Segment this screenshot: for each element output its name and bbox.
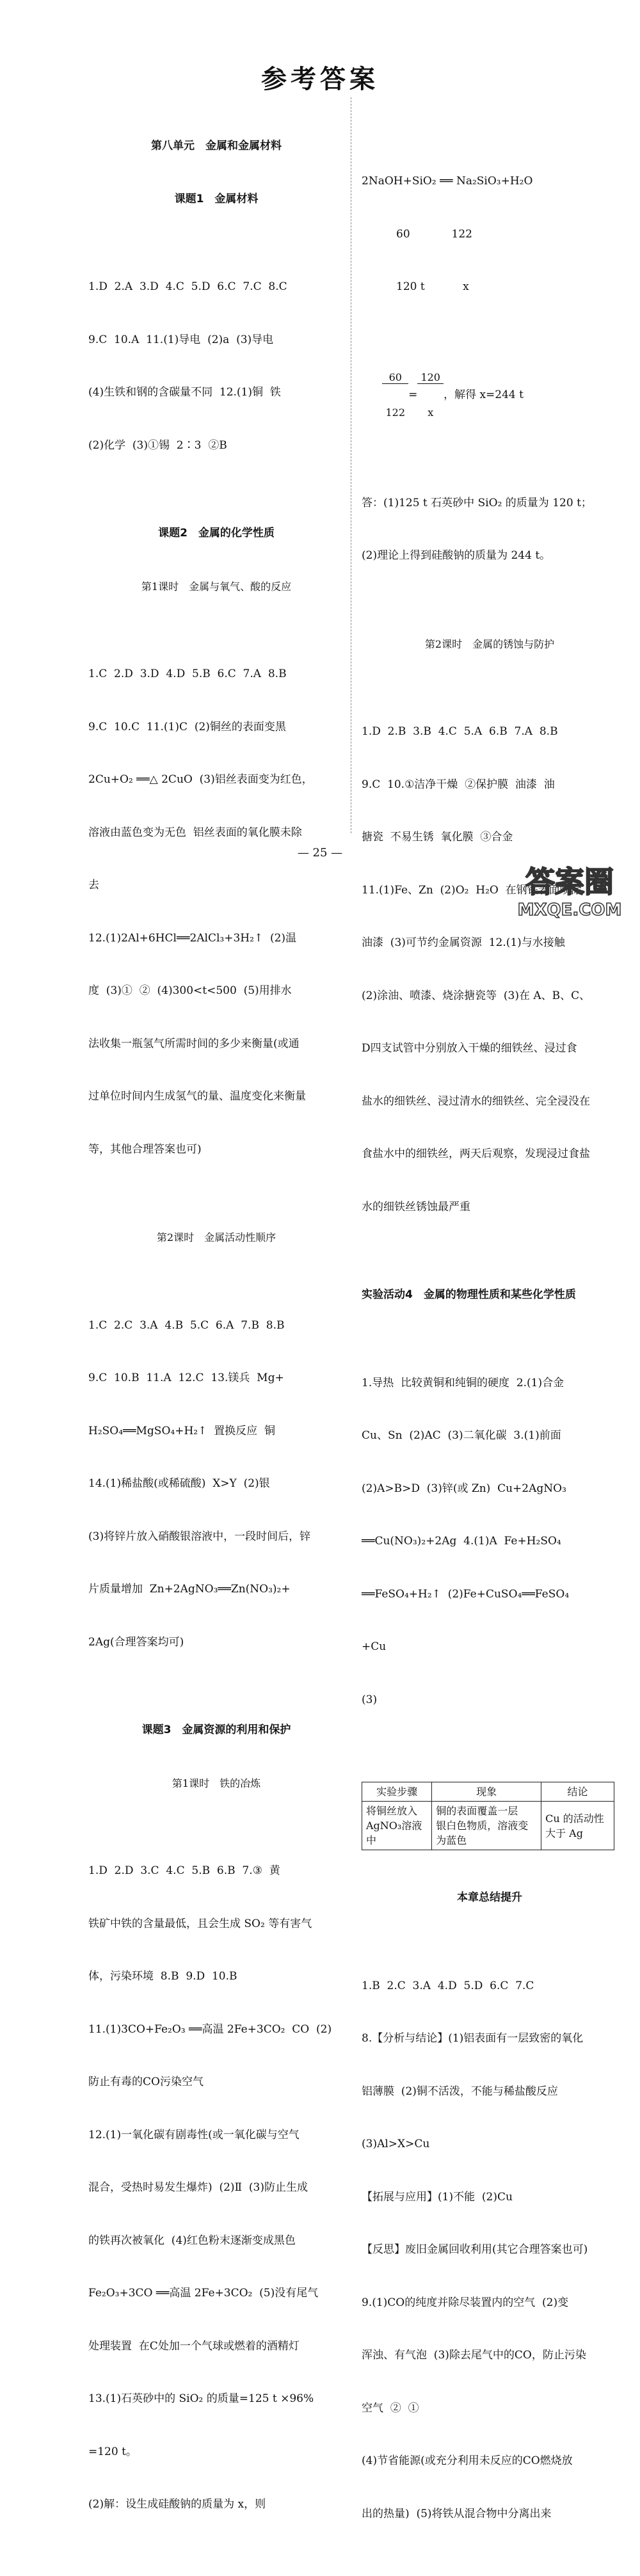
answer-line: 1.B 2.C 3.A 4.D 5.D 6.C 7.C xyxy=(362,1979,534,1992)
fraction xyxy=(382,349,408,442)
answer-line: (2)涂油、喷漆、烧涂搪瓷等 (3)在 A、B、C、 xyxy=(362,989,591,1002)
answer-line: 1.D 2.B 3.B 4.C 5.A 6.B 7.A 8.B xyxy=(362,725,558,738)
lesson2-period1-title: 第1课时 金属与氧气、酸的反应 xyxy=(141,580,292,593)
answer-line: 等，其他合理答案也可) xyxy=(88,1142,202,1156)
right-column xyxy=(362,102,618,2576)
table-cell: 铜的表面覆盖一层 银白色物质，溶液变 为蓝色 xyxy=(432,1802,541,1850)
answer-line: 铝薄膜 (2)铜不活泼，不能与稀盐酸反应 xyxy=(362,2084,558,2098)
answer-line: 1.D 2.A 3.D 4.C 5.D 6.C 7.C 8.C xyxy=(88,280,287,293)
answer-line: 食盐水中的细铁丝，两天后观察，发现浸过食盐 xyxy=(362,1148,590,1160)
answer-line: 【反思】废旧金属回收利用(其它合理答案也可) xyxy=(362,2243,588,2256)
answer-line: 9.C 10.C 11.(1)C (2)铜丝的表面变黑 xyxy=(88,720,286,733)
lesson3-period2-title: 第2课时 金属的锈蚀与防护 xyxy=(424,637,555,650)
answer-line: H₂SO₄══MgSO₄+H₂↑ 置换反应 铜 xyxy=(88,1424,275,1437)
lesson3-period1-answers xyxy=(88,1827,344,2549)
answer-line: D四支试管中分别放入干燥的细铁丝、浸过食 xyxy=(362,1042,577,1055)
answer-line: 度 (3)① ② (4)300<t<500 (5)用排水 xyxy=(88,984,292,997)
answer-line: 的铁再次被氧化 (4)红色粉末逐渐变成黑色 xyxy=(88,2234,296,2247)
fraction-denominator: 122 xyxy=(385,406,406,419)
answer-line: 答：(1)125 t 石英砂中 SiO₂ 的质量为 120 t； xyxy=(362,496,592,509)
answer-line: 防止有毒的CO污染空气 xyxy=(88,2076,204,2088)
answer-line: =120 t。 xyxy=(88,2445,137,2458)
answer-line: +Cu xyxy=(362,1640,387,1653)
answer-line: Fe₂O₃+3CO ══高温 2Fe+3CO₂ (5)没有尾气 xyxy=(88,2287,319,2300)
answer-line: 溶液由蓝色变为无色 铝丝表面的氧化膜未除 xyxy=(88,826,302,839)
answer-line: 9.C 10.A 11.(1)导电 (2)a (3)导电 xyxy=(88,333,274,346)
fraction-denominator: x xyxy=(428,406,434,419)
proportion-result: ，解得 x=244 t xyxy=(444,388,524,401)
proportion-line: $\frac{60}{122}$ = $\frac{120}{x}$ ，解得 x=244 t xyxy=(362,332,618,460)
answer-line: (3)Al>X>Cu xyxy=(362,2138,430,2150)
answer-line: 9.C 10.①洁净干燥 ②保护膜 油漆 油 xyxy=(362,778,555,791)
answer-line: 1.导热 比较黄铜和纯铜的硬度 2.(1)合金 xyxy=(362,1376,564,1389)
answer-line: (2)A>B>D (3)锌(或 Zn) Cu+2AgNO₃ xyxy=(362,1482,566,1495)
answer-line: 过单位时间内生成氢气的量、温度变化来衡量 xyxy=(88,1090,306,1103)
table-cell: 将铜丝放入 AgNO₃溶液 中 xyxy=(362,1802,432,1850)
answer-line: 12.(1)2Al+6HCl══2AlCl₃+3H₂↑ (2)温 xyxy=(88,931,297,945)
lesson2-period2-title: 第2课时 金属活动性顺序 xyxy=(156,1231,276,1244)
watermark-text: 答案圈 xyxy=(525,865,614,899)
answer-line: ══Cu(NO₃)₂+2Ag 4.(1)A Fe+H₂SO₄ xyxy=(362,1535,561,1548)
answer-line: 油漆 (3)可节约金属资源 12.(1)与水接触 xyxy=(362,936,565,949)
lesson2-period1-answers xyxy=(88,630,344,1194)
experiment-table xyxy=(362,1782,614,1850)
answer-line: (3)将锌片放入硝酸银溶液中，一段时间后，锌 xyxy=(88,1530,311,1543)
answer-line: (4)生铁和钢的含碳量不同 12.(1)铜 铁 xyxy=(88,386,281,399)
answer-line: (2)解：设生成硅酸钠的质量为 x，则 xyxy=(88,2498,266,2511)
answer-line: 片质量增加 Zn+2AgNO₃══Zn(NO₃)₂+ xyxy=(88,1583,291,1596)
answer-line: 13.(1)石英砂中的 SiO₂ 的质量=125 t ×96% xyxy=(88,2392,314,2405)
answer-line: 12.(1)一氧化碳有剧毒性(或一氧化碳与空气 xyxy=(88,2128,300,2141)
page-title: 参考答案 xyxy=(261,65,379,94)
fraction-numerator: 60 xyxy=(382,372,408,384)
answer-line: (3) xyxy=(362,1693,378,1706)
fraction xyxy=(417,349,444,442)
unit-title: 第八单元 金属和金属材料 xyxy=(151,140,282,152)
answer-line: 9.(1)CO的纯度并除尽装置内的空气 (2)变 xyxy=(362,2296,569,2309)
answer-line: 9.C 10.B 11.A 12.C 13.镁兵 Mg+ xyxy=(88,1372,284,1384)
watermark-logo xyxy=(506,859,634,920)
equation-line: 60 122 xyxy=(362,227,472,241)
answer-line: 1.C 2.D 3.D 4.D 5.B 6.C 7.A 8.B xyxy=(88,668,287,680)
lesson3-period2-answers xyxy=(362,688,618,1251)
watermark-domain: MXQE.COM xyxy=(517,900,622,920)
lesson3-period1-title: 第1课时 铁的冶炼 xyxy=(172,1777,261,1789)
lesson2-title: 课题2 金属的化学性质 xyxy=(158,527,275,540)
answer-line: 处理装置 在C处加一个气球或燃着的酒精灯 xyxy=(88,2339,300,2353)
activity-answers xyxy=(362,1340,618,1745)
answer-line: 11.(1)Fe、Zn (2)O₂ H₂O 在钢铁表面喷涂 xyxy=(362,883,582,897)
left-column xyxy=(88,102,344,2566)
table-cell: Cu 的活动性 大于 Ag xyxy=(541,1802,614,1850)
summary-answers xyxy=(362,1942,618,2559)
calculation-block xyxy=(362,138,618,600)
answer-line: 空气 ② ① xyxy=(362,2401,419,2415)
answer-line: 2Ag(合理答案均可) xyxy=(88,1635,184,1649)
answer-line: (4)节省能源(或充分利用未反应的CO燃烧放 xyxy=(362,2454,573,2467)
table-header: 现象 xyxy=(432,1782,541,1802)
answer-line: 铁矿中铁的含量最低，且会生成 SO₂ 等有害气 xyxy=(88,1917,312,1930)
page-number: — 25 — xyxy=(297,846,343,860)
answer-line: 搪瓷 不易生锈 氧化膜 ③合金 xyxy=(362,831,513,844)
answer-line: 盐水的细铁丝、浸过清水的细铁丝、完全浸没在 xyxy=(362,1094,590,1108)
equation-line: 120 t x xyxy=(362,280,469,293)
table-header: 实验步骤 xyxy=(362,1782,432,1802)
answer-line: 2Cu+O₂ ══△ 2CuO (3)铝丝表面变为红色， xyxy=(88,773,313,786)
answer-line: 水的细铁丝锈蚀最严重 xyxy=(362,1200,470,1213)
answer-line: 【拓展与应用】(1)不能 (2)Cu xyxy=(362,2190,513,2204)
answer-line: 出的热量) (5)将铁从混合物中分离出来 xyxy=(362,2507,552,2520)
answer-line: (2)化学 (3)①锡 2∶3 ②B xyxy=(88,438,227,452)
answer-line: ══FeSO₄+H₂↑ (2)Fe+CuSO₄══FeSO₄ xyxy=(362,1587,570,1601)
answer-line: 浑浊、有气泡 (3)除去尾气中的CO，防止污染 xyxy=(362,2349,586,2362)
answer-line: 法收集一瓶氢气所需时间的多少来衡量(或通 xyxy=(88,1037,300,1050)
answer-line: 体，污染环境 8.B 9.D 10.B xyxy=(88,1970,237,1983)
fraction-numerator: 120 xyxy=(417,372,444,384)
table-header-row xyxy=(362,1782,614,1802)
answer-line: Cu、Sn (2)AC (3)二氧化碳 3.(1)前面 xyxy=(362,1429,561,1442)
answer-line: 去 xyxy=(88,879,99,892)
summary-title: 本章总结提升 xyxy=(457,1891,522,1904)
lesson1-title: 课题1 金属材料 xyxy=(174,192,259,205)
lesson2-period2-answers xyxy=(88,1282,344,1687)
answer-line: 1.C 2.C 3.A 4.B 5.C 6.A 7.B 8.B xyxy=(88,1318,285,1332)
answer-line: 1.D 2.D 3.C 4.C 5.B 6.B 7.③ 黄 xyxy=(88,1864,280,1877)
answer-line: 14.(1)稀盐酸(或稀硫酸) X>Y (2)银 xyxy=(88,1477,270,1490)
table-row xyxy=(362,1802,614,1850)
table-header: 结论 xyxy=(541,1782,614,1802)
answer-line: 混合，受热时易发生爆炸) (2)Ⅱ (3)防止生成 xyxy=(88,2181,308,2194)
lesson3-title: 课题3 金属资源的利用和保护 xyxy=(141,1724,291,1736)
answer-line: 8.【分析与结论】(1)铝表面有一层致密的氧化 xyxy=(362,2032,584,2045)
answer-line: 11.(1)3CO+Fe₂O₃ ══高温 2Fe+3CO₂ CO (2) xyxy=(88,2022,332,2036)
equation-line: 2NaOH+SiO₂ ══ Na₂SiO₃+H₂O xyxy=(362,175,533,188)
answer-line: (2)理论上得到硅酸钠的质量为 244 t。 xyxy=(362,549,551,562)
activity-title: 实验活动4 金属的物理性质和某些化学性质 xyxy=(362,1288,576,1301)
lesson1-answers xyxy=(88,243,344,490)
